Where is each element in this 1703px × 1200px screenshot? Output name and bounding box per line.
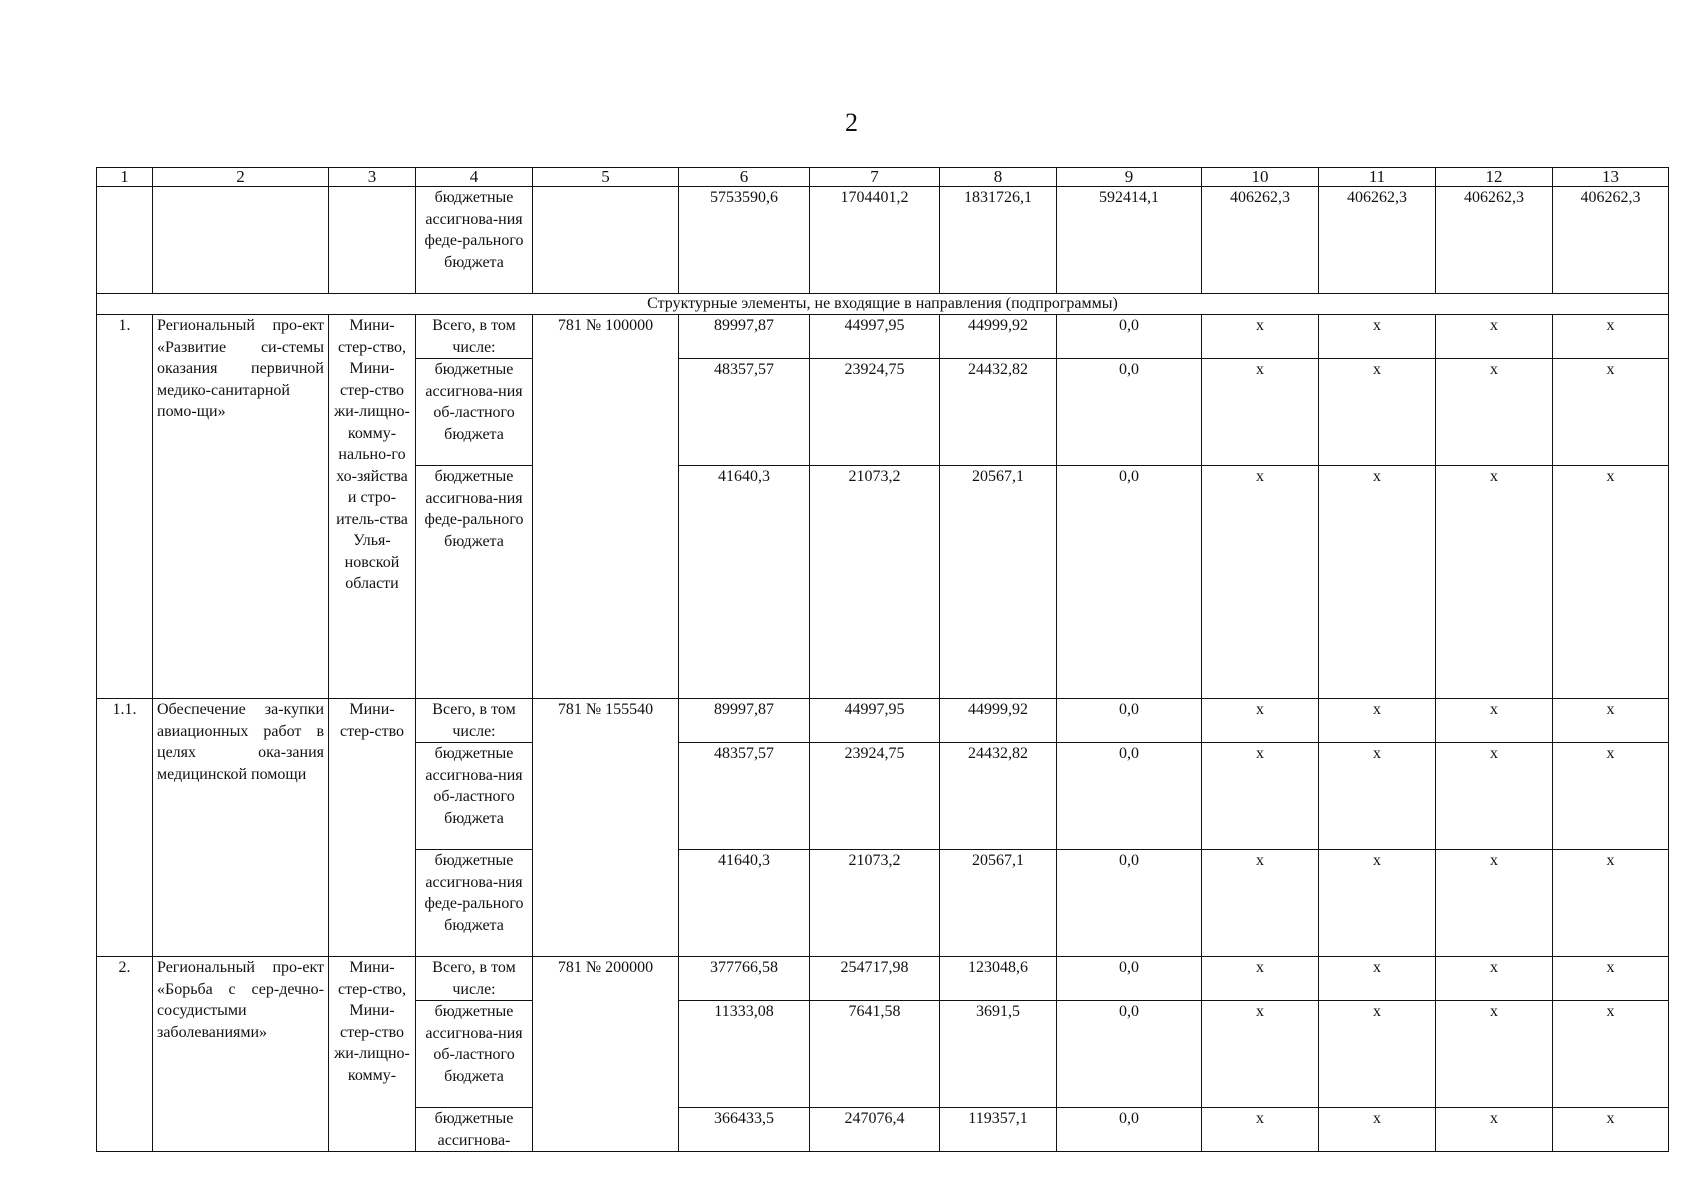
value-cell: 0,0 xyxy=(1057,743,1202,850)
executor: Мини-стер-ство, Мини-стер-ство жи-лищно-комму-нально-го хо-зяйства и стро-итель-ства Улья-новской области xyxy=(329,315,416,699)
value-cell: x xyxy=(1319,850,1436,957)
value-cell: x xyxy=(1202,315,1319,359)
value-cell: 48357,57 xyxy=(679,743,810,850)
budget-table xyxy=(96,167,1669,1152)
column-number: 8 xyxy=(940,168,1057,187)
value-cell: x xyxy=(1553,359,1669,466)
value-cell: 41640,3 xyxy=(679,466,810,699)
column-number: 6 xyxy=(679,168,810,187)
value-cell: 0,0 xyxy=(1057,359,1202,466)
value-cell: 20567,1 xyxy=(940,466,1057,699)
value-cell: 3691,5 xyxy=(940,1001,1057,1108)
value-cell: x xyxy=(1553,743,1669,850)
value-cell: 0,0 xyxy=(1057,850,1202,957)
value-cell: x xyxy=(1553,850,1669,957)
column-number: 1 xyxy=(97,168,153,187)
value-cell: 0,0 xyxy=(1057,699,1202,743)
value-cell: 0,0 xyxy=(1057,1001,1202,1108)
value-cell: 406262,3 xyxy=(1202,187,1319,294)
row-number: 1. xyxy=(97,315,153,699)
value-cell: x xyxy=(1319,699,1436,743)
column-numbers-row xyxy=(97,168,1669,187)
funding-source: бюджетные ассигнова-ния феде-рального бюджета xyxy=(416,187,533,294)
value-cell: 44997,95 xyxy=(810,699,940,743)
value-cell: 89997,87 xyxy=(679,315,810,359)
value-cell: 41640,3 xyxy=(679,850,810,957)
table-row xyxy=(97,187,1669,294)
section-row xyxy=(97,294,1669,315)
value-cell: x xyxy=(1319,315,1436,359)
row-number: 1.1. xyxy=(97,699,153,957)
value-cell: x xyxy=(1553,466,1669,699)
value-cell: x xyxy=(1319,743,1436,850)
project-name: Обеспечение за-купки авиационных работ в целях ока-зания медицинской помощи xyxy=(153,699,329,957)
value-cell: x xyxy=(1553,315,1669,359)
table-row xyxy=(97,699,1669,743)
value-cell: 1704401,2 xyxy=(810,187,940,294)
funding-source: Всего, в том числе: xyxy=(416,957,533,1001)
value-cell: 44999,92 xyxy=(940,315,1057,359)
value-cell: x xyxy=(1436,957,1553,1001)
value-cell: 23924,75 xyxy=(810,743,940,850)
executor: Мини-стер-ство xyxy=(329,699,416,957)
column-number: 5 xyxy=(533,168,679,187)
funding-source: Всего, в том числе: xyxy=(416,699,533,743)
value-cell: x xyxy=(1319,1001,1436,1108)
funding-source: бюджетные ассигнова-ния феде-рального бюджета xyxy=(416,850,533,957)
executor: Мини-стер-ство, Мини-стер-ство жи-лищно-комму- xyxy=(329,957,416,1152)
value-cell: x xyxy=(1202,699,1319,743)
funding-source: бюджетные ассигнова-ния феде-рального бюджета xyxy=(416,466,533,699)
value-cell: 406262,3 xyxy=(1436,187,1553,294)
value-cell: x xyxy=(1553,1001,1669,1108)
value-cell: x xyxy=(1202,359,1319,466)
value-cell: x xyxy=(1202,1001,1319,1108)
budget-code: 781 № 100000 xyxy=(533,315,679,699)
value-cell: 406262,3 xyxy=(1553,187,1669,294)
budget-code: 781 № 155540 xyxy=(533,699,679,957)
value-cell: x xyxy=(1436,699,1553,743)
value-cell: x xyxy=(1436,850,1553,957)
column-number: 3 xyxy=(329,168,416,187)
column-number: 9 xyxy=(1057,168,1202,187)
value-cell: 44999,92 xyxy=(940,699,1057,743)
value-cell: x xyxy=(1553,699,1669,743)
value-cell: x xyxy=(1319,466,1436,699)
value-cell: 23924,75 xyxy=(810,359,940,466)
value-cell: 0,0 xyxy=(1057,315,1202,359)
value-cell: 1831726,1 xyxy=(940,187,1057,294)
value-cell: x xyxy=(1436,1108,1553,1152)
value-cell: x xyxy=(1436,743,1553,850)
value-cell: 254717,98 xyxy=(810,957,940,1001)
value-cell: 247076,4 xyxy=(810,1108,940,1152)
column-number: 13 xyxy=(1553,168,1669,187)
value-cell: 21073,2 xyxy=(810,466,940,699)
value-cell: x xyxy=(1436,315,1553,359)
table-row xyxy=(97,315,1669,359)
funding-source: бюджетные ассигнова-ния об-ластного бюджета xyxy=(416,1001,533,1108)
column-number: 4 xyxy=(416,168,533,187)
column-number: 12 xyxy=(1436,168,1553,187)
section-title: Структурные элементы, не входящие в направления (подпрограммы) xyxy=(97,294,1669,315)
value-cell: 0,0 xyxy=(1057,957,1202,1001)
value-cell: 24432,82 xyxy=(940,359,1057,466)
value-cell: 7641,58 xyxy=(810,1001,940,1108)
value-cell: x xyxy=(1436,466,1553,699)
value-cell: 89997,87 xyxy=(679,699,810,743)
value-cell: x xyxy=(1319,1108,1436,1152)
value-cell: 48357,57 xyxy=(679,359,810,466)
funding-source: бюджетные ассигнова- xyxy=(416,1108,533,1152)
value-cell: x xyxy=(1553,957,1669,1001)
funding-source: бюджетные ассигнова-ния об-ластного бюджета xyxy=(416,743,533,850)
value-cell: 5753590,6 xyxy=(679,187,810,294)
value-cell: 119357,1 xyxy=(940,1108,1057,1152)
value-cell: x xyxy=(1202,957,1319,1001)
value-cell: 123048,6 xyxy=(940,957,1057,1001)
project-name: Региональный про-ект «Развитие си-стемы оказания первичной медико-санитарной помо-щи» xyxy=(153,315,329,699)
value-cell: 366433,5 xyxy=(679,1108,810,1152)
value-cell: 377766,58 xyxy=(679,957,810,1001)
value-cell: x xyxy=(1436,359,1553,466)
project-name: Региональный про-ект «Борьба с сер-дечно-сосудистыми заболеваниями» xyxy=(153,957,329,1152)
value-cell: 44997,95 xyxy=(810,315,940,359)
value-cell: 0,0 xyxy=(1057,1108,1202,1152)
value-cell: x xyxy=(1319,957,1436,1001)
column-number: 2 xyxy=(153,168,329,187)
column-number: 7 xyxy=(810,168,940,187)
value-cell: x xyxy=(1553,1108,1669,1152)
budget-code: 781 № 200000 xyxy=(533,957,679,1152)
funding-source: бюджетные ассигнова-ния об-ластного бюджета xyxy=(416,359,533,466)
value-cell: 21073,2 xyxy=(810,850,940,957)
value-cell: x xyxy=(1202,1108,1319,1152)
value-cell: x xyxy=(1202,850,1319,957)
value-cell: x xyxy=(1202,743,1319,850)
value-cell: 406262,3 xyxy=(1319,187,1436,294)
column-number: 11 xyxy=(1319,168,1436,187)
table-row xyxy=(97,957,1669,1001)
value-cell: 0,0 xyxy=(1057,466,1202,699)
funding-source: Всего, в том числе: xyxy=(416,315,533,359)
value-cell: 20567,1 xyxy=(940,850,1057,957)
value-cell: 24432,82 xyxy=(940,743,1057,850)
page-number: 2 xyxy=(845,108,858,137)
column-number: 10 xyxy=(1202,168,1319,187)
value-cell: x xyxy=(1436,1001,1553,1108)
row-number: 2. xyxy=(97,957,153,1152)
value-cell: 11333,08 xyxy=(679,1001,810,1108)
value-cell: x xyxy=(1202,466,1319,699)
value-cell: 592414,1 xyxy=(1057,187,1202,294)
value-cell: x xyxy=(1319,359,1436,466)
